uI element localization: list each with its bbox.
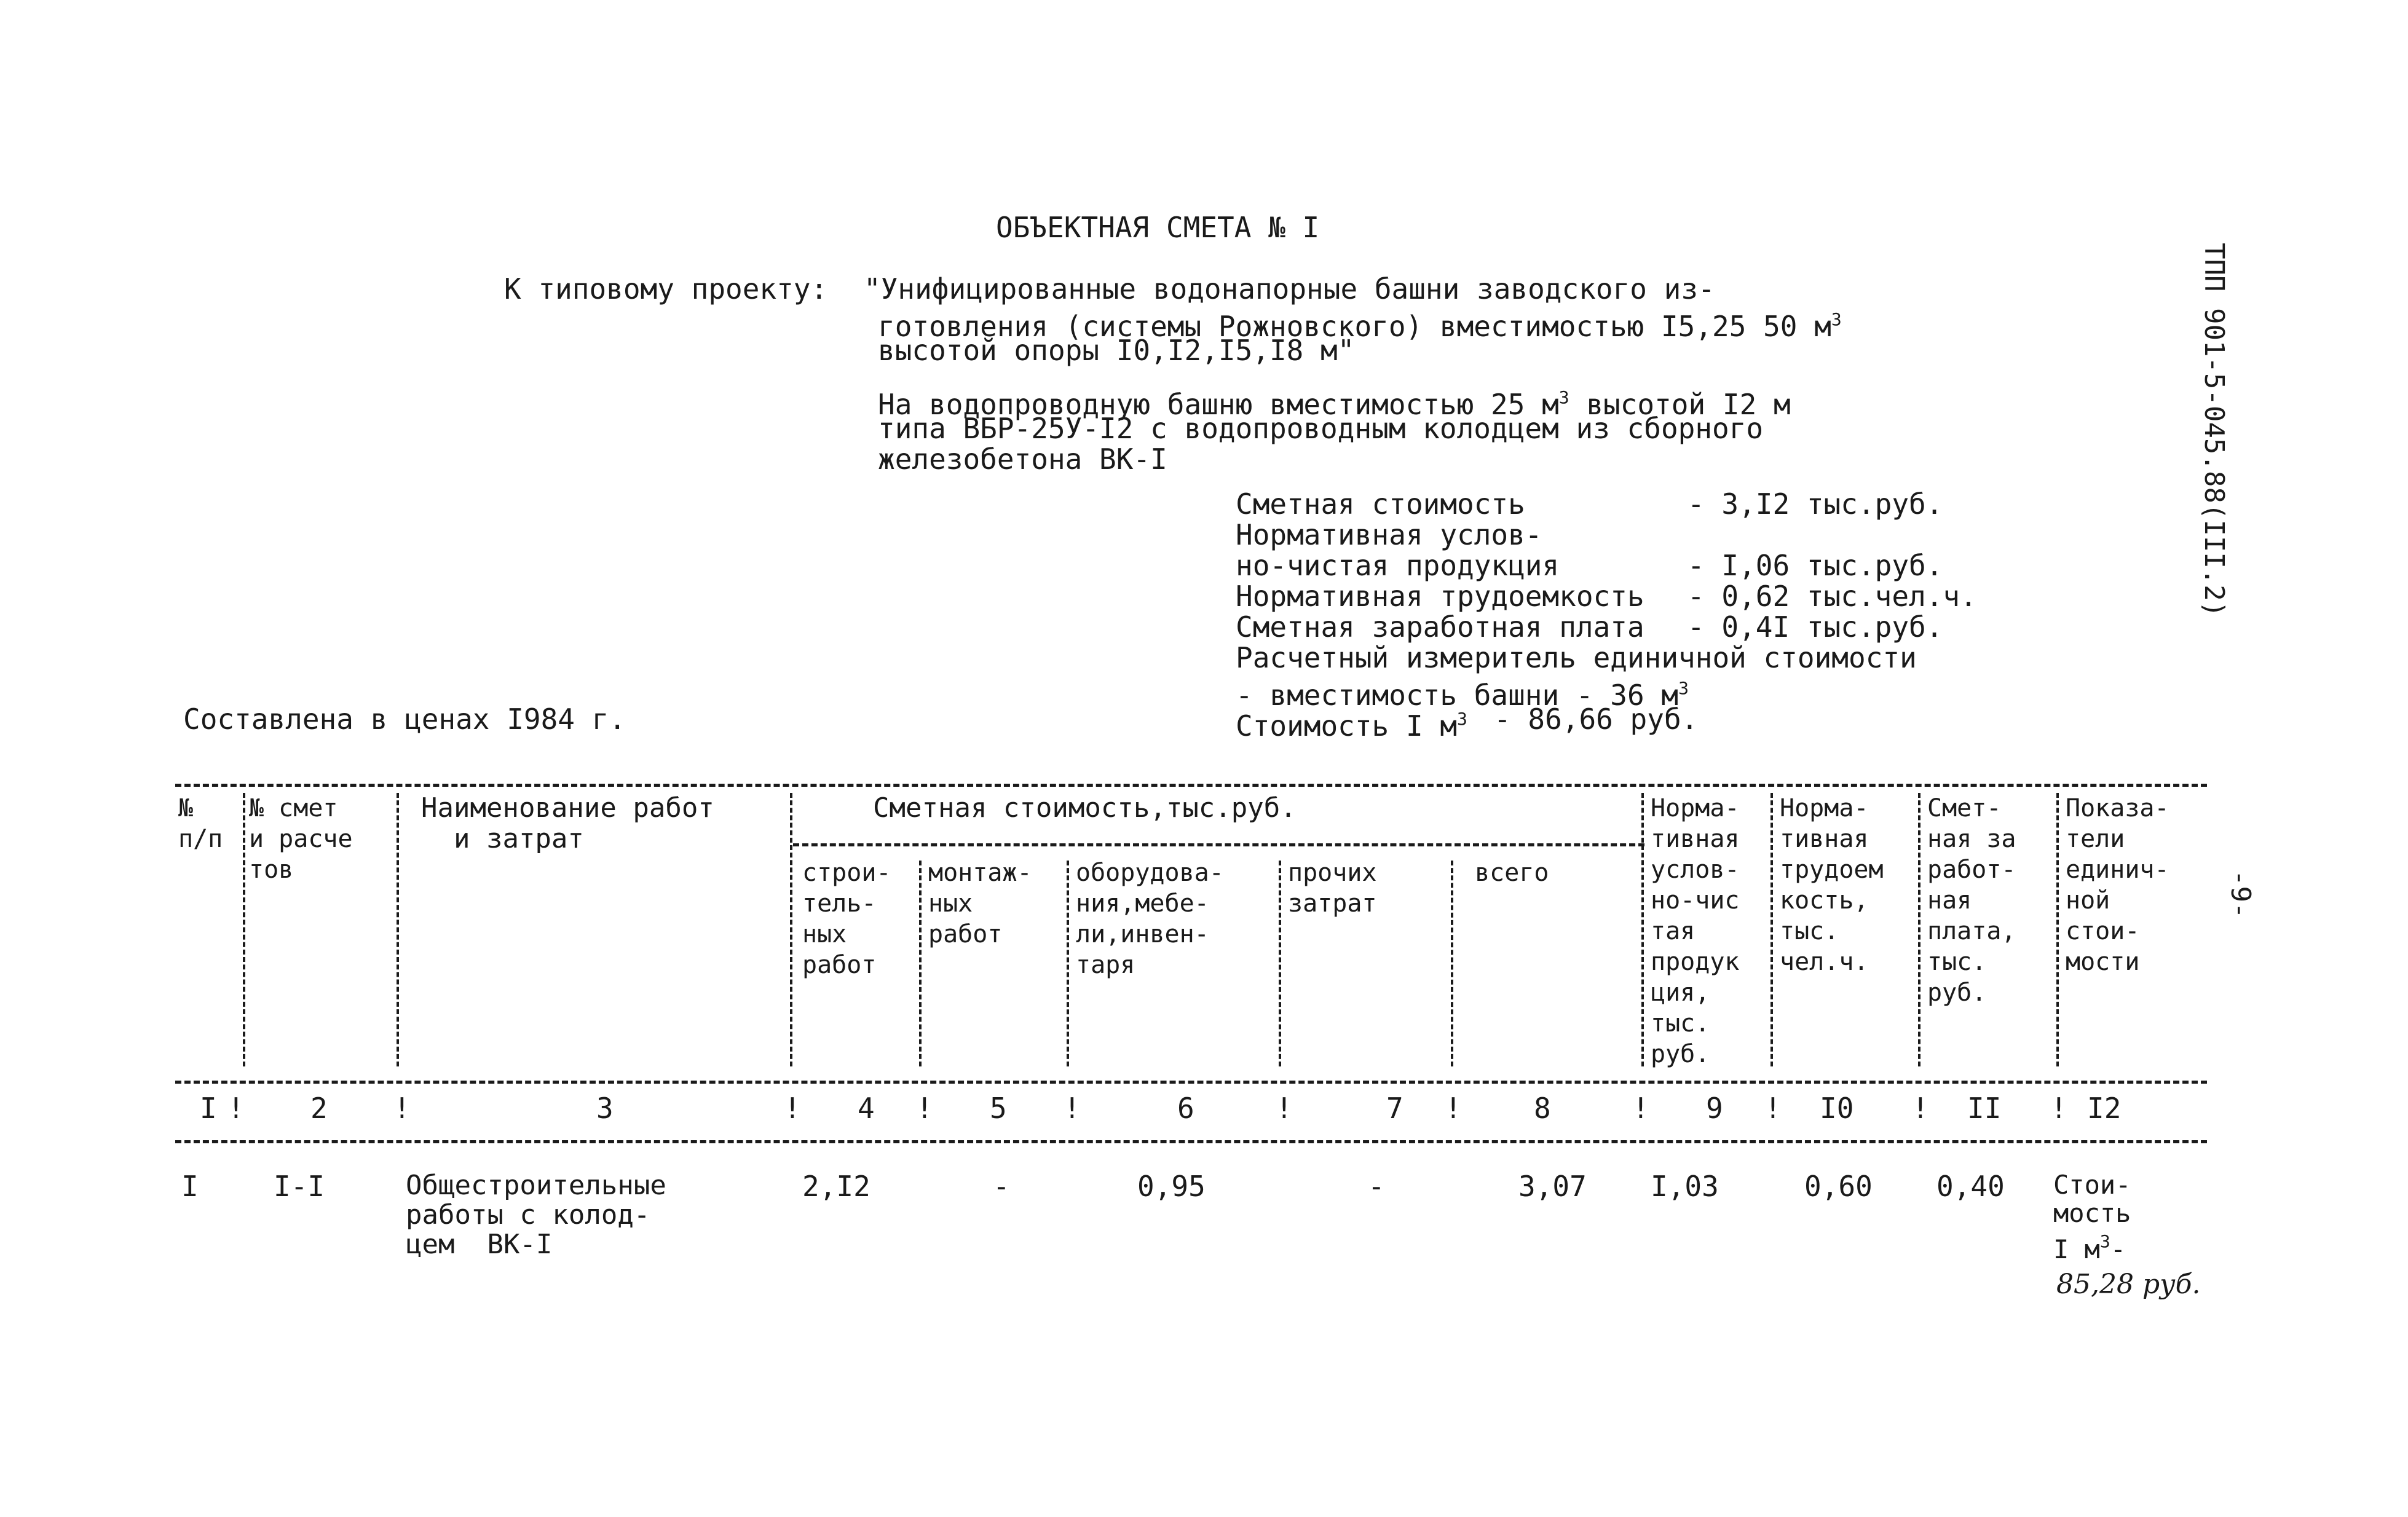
- header-name: Наименование работ и затрат: [421, 792, 714, 854]
- header-wages: Смет- ная за работ- ная плата, тыс. руб.: [1927, 794, 2016, 1007]
- col-sep: [1641, 793, 1644, 1066]
- object-line-1: На водопроводную башню вместимостью 25 $м^3$ высотой I2 м: [878, 387, 1791, 421]
- header-cost-group: Сметная стоимость,тыс.руб.: [873, 792, 1297, 824]
- row-construction: 2,I2: [802, 1170, 870, 1203]
- col-sep: [1770, 793, 1773, 1066]
- row-num: I: [181, 1170, 199, 1203]
- col-number-sep: !: [916, 1092, 933, 1125]
- summary-value-unit: - 86,66 руб.: [1494, 703, 1699, 736]
- row-wages: 0,40: [1936, 1170, 2005, 1203]
- col-number-sep: !: [1912, 1092, 1929, 1125]
- col-number: 7: [1386, 1092, 1403, 1125]
- col-number-sep: !: [1064, 1092, 1081, 1125]
- col-sep: [790, 793, 792, 1066]
- col-sep: [397, 793, 399, 1066]
- col-sep: [1451, 861, 1453, 1066]
- side-code: ТПП 901-5-045.88(III.2): [2198, 243, 2230, 618]
- col-number: I0: [1820, 1092, 1854, 1125]
- col-number: II: [1967, 1092, 2002, 1125]
- row-unit-cost-value: 85,28 руб.: [2056, 1269, 2201, 1300]
- document-title: ОБЪЕКТНАЯ СМЕТА № I: [996, 211, 1320, 244]
- header-bottom-rule: [175, 1081, 2207, 1084]
- project-line-3: высотой опоры I0,I2,I5,I8 м": [878, 334, 1355, 367]
- composed-note: Составлена в ценах I984 г.: [183, 703, 626, 736]
- header-labor: Норма- тивная трудоем кость, тыс. чел.ч.: [1780, 794, 1884, 976]
- col-number-sep: !: [393, 1092, 411, 1125]
- numbers-bottom-rule: [175, 1140, 2207, 1143]
- table-top-rule: [175, 784, 2207, 787]
- col-number-sep: !: [1276, 1092, 1293, 1125]
- summary-label-unit: Стоимость I $м^3$: [1236, 709, 1467, 743]
- summary-value-net: - I,06 тыс.руб.: [1688, 549, 1943, 582]
- col-number-sep: !: [227, 1092, 245, 1125]
- header-equipment: оборудова- ния,мебе- ли,инвен- таря: [1076, 859, 1224, 979]
- col-number: 9: [1706, 1092, 1723, 1125]
- row-labor: 0,60: [1804, 1170, 1873, 1203]
- page-mark: -9-: [2225, 870, 2256, 919]
- summary-label-meter: Расчетный измеритель единичной стоимости: [1236, 641, 1917, 674]
- col-sep: [919, 861, 922, 1066]
- row-other: -: [1368, 1170, 1385, 1203]
- object-line-3: железобетона ВК-I: [878, 443, 1167, 476]
- col-sep: [2056, 793, 2059, 1066]
- col-number: 8: [1534, 1092, 1551, 1125]
- col-sep: [1918, 793, 1920, 1066]
- row-work-name: Общестроительные работы с колод- цем ВК-I: [406, 1170, 666, 1260]
- row-net-product: I,03: [1651, 1170, 1719, 1203]
- summary-label-labor: Нормативная трудоемкость: [1236, 580, 1644, 613]
- col-number-sep: !: [1632, 1092, 1649, 1125]
- col-sep: [243, 793, 245, 1066]
- summary-value-wages: - 0,4I тыс.руб.: [1688, 610, 1943, 644]
- col-number: 3: [596, 1092, 614, 1125]
- col-number: 2: [310, 1092, 328, 1125]
- summary-value-labor: - 0,62 тыс.чел.ч.: [1688, 580, 1977, 613]
- col-sep: [1279, 861, 1281, 1066]
- col-sep: [1067, 861, 1069, 1066]
- project-prefix: К типовому проекту:: [504, 272, 828, 305]
- summary-label-net-2: но-чистая продукция: [1236, 549, 1560, 582]
- row-total: 3,07: [1518, 1170, 1587, 1203]
- header-total: всего: [1460, 859, 1549, 887]
- object-line-2: типа ВБР-25У-I2 с водопроводным колодцем из сборного: [878, 412, 1764, 445]
- header-unit-cost: Показа- тели единич- ной стои- мости: [2066, 794, 2169, 976]
- col-number-sep: !: [1445, 1092, 1462, 1125]
- row-ref: I-I: [274, 1170, 325, 1203]
- col-number-sep: !: [2050, 1092, 2067, 1125]
- col-number: 4: [858, 1092, 875, 1125]
- summary-label-net-1: Нормативная услов-: [1236, 518, 1542, 551]
- header-construction: строи- тель- ных работ: [802, 859, 891, 979]
- summary-value-cost: - 3,I2 тыс.руб.: [1688, 487, 1943, 521]
- header-net-product: Норма- тивная услов- но-чис тая продук ция, тыс. руб.: [1651, 794, 1740, 1068]
- col-number: 6: [1177, 1092, 1194, 1125]
- summary-label-wages: Сметная заработная плата: [1236, 610, 1644, 644]
- col-number: I: [200, 1092, 217, 1125]
- row-installation: -: [993, 1170, 1010, 1203]
- header-other: прочих затрат: [1288, 859, 1377, 918]
- header-num: № п/п: [178, 794, 223, 853]
- col-number-sep: !: [1764, 1092, 1782, 1125]
- row-equipment: 0,95: [1137, 1170, 1206, 1203]
- summary-label-cost: Сметная стоимость: [1236, 487, 1525, 521]
- col-number: I2: [2087, 1092, 2122, 1125]
- col-number-sep: !: [784, 1092, 801, 1125]
- row-unit-cost-label: Стои- мость I $м^3-$: [2053, 1170, 2131, 1264]
- header-installation: монтаж- ных работ: [928, 859, 1032, 948]
- col-number: 5: [990, 1092, 1007, 1125]
- header-ref: № смет и расче тов: [249, 794, 353, 884]
- project-line-1: "Унифицированные водонапорные башни заводского из-: [864, 272, 1715, 305]
- summary-label-capacity: - вместимость башни - 36 $м^3$: [1236, 678, 1689, 712]
- cost-group-rule: [793, 843, 1644, 846]
- project-line-2: готовления (системы Рожновского) вместимостью I5,25 50 $м^3$: [878, 309, 1842, 343]
